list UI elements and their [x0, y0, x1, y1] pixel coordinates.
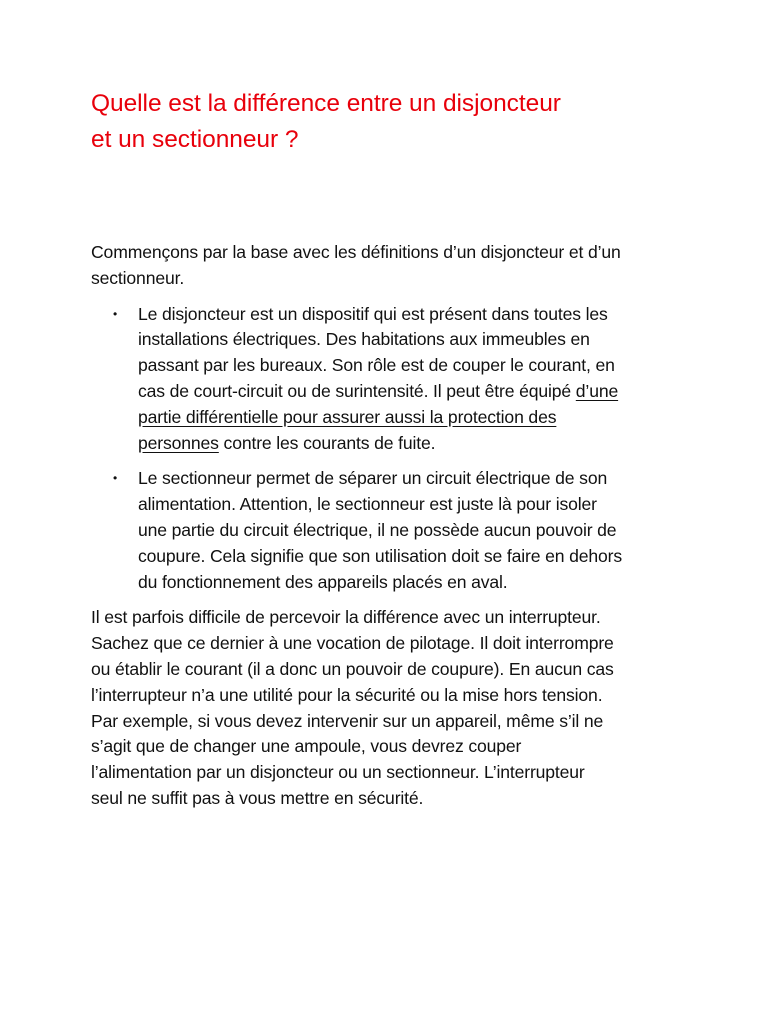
closing-line-6: s’agit que de changer une ampoule, vous devrez couper: [91, 736, 522, 757]
disjoncteur-line-2: installations électriques. Des habitations aux immeubles en: [138, 329, 590, 350]
sectionneur-line-5: du fonctionnement des appareils placés en aval.: [138, 571, 508, 592]
sectionneur-line-1: Le sectionneur permet de séparer un circuit électrique de son: [138, 468, 608, 489]
closing-line-4: l’interrupteur n’a une utilité pour la sécurité ou la mise hors tension.: [91, 684, 603, 705]
closing-line-8: seul ne suffit pas à vous mettre en sécurité.: [91, 787, 424, 808]
document-page: [91, 86, 681, 812]
closing-line-7: l’alimentation par un disjoncteur ou un sectionneur. L’interrupteur: [91, 762, 585, 783]
bullet-icon: •: [113, 306, 118, 321]
closing-line-5: Par exemple, si vous devez intervenir sur un appareil, même s’il ne: [91, 710, 604, 731]
link-text-part-2[interactable]: partie différentielle pour assurer aussi la protection des: [138, 406, 557, 427]
list-item-sectionneur: [91, 466, 681, 595]
bullet-icon: •: [113, 471, 118, 486]
sectionneur-line-3: une partie du circuit électrique, il ne possède aucun pouvoir de: [138, 519, 617, 540]
page-title: [91, 86, 681, 158]
title-line-2: et un sectionneur ?: [91, 126, 299, 153]
disjoncteur-line-3: passant par les bureaux. Son rôle est de couper le courant, en: [138, 355, 615, 376]
disjoncteur-line-1: Le disjoncteur est un dispositif qui est présent dans toutes les: [138, 303, 608, 324]
definition-list: [91, 302, 681, 596]
sectionneur-line-4: coupure. Cela signifie que son utilisation doit se faire en dehors: [138, 545, 623, 566]
intro-line-1: Commençons par la base avec les définitions d’un disjoncteur et d’un: [91, 242, 621, 262]
link-text-part-3[interactable]: personnes: [138, 432, 219, 453]
closing-line-1: Il est parfois difficile de percevoir la différence avec un interrupteur.: [91, 607, 601, 628]
disjoncteur-line-end: contre les courants de fuite.: [218, 432, 436, 453]
link-text-part-1[interactable]: d’une: [575, 380, 619, 401]
intro-paragraph: [91, 240, 681, 292]
sectionneur-line-2: alimentation. Attention, le sectionneur est juste là pour isoler: [138, 494, 597, 515]
closing-line-2: Sachez que ce dernier à une vocation de pilotage. Il doit interrompre: [91, 633, 614, 654]
closing-line-3: ou établir le courant (il a donc un pouvoir de coupure). En aucun cas: [91, 658, 614, 679]
title-line-1: Quelle est la différence entre un disjoncteur: [91, 90, 561, 117]
list-item-disjoncteur: [91, 302, 681, 457]
disjoncteur-line-4: cas de court-circuit ou de surintensité. Il peut être équipé: [138, 380, 576, 401]
closing-paragraph: [91, 605, 681, 811]
intro-line-2: sectionneur.: [91, 267, 185, 288]
